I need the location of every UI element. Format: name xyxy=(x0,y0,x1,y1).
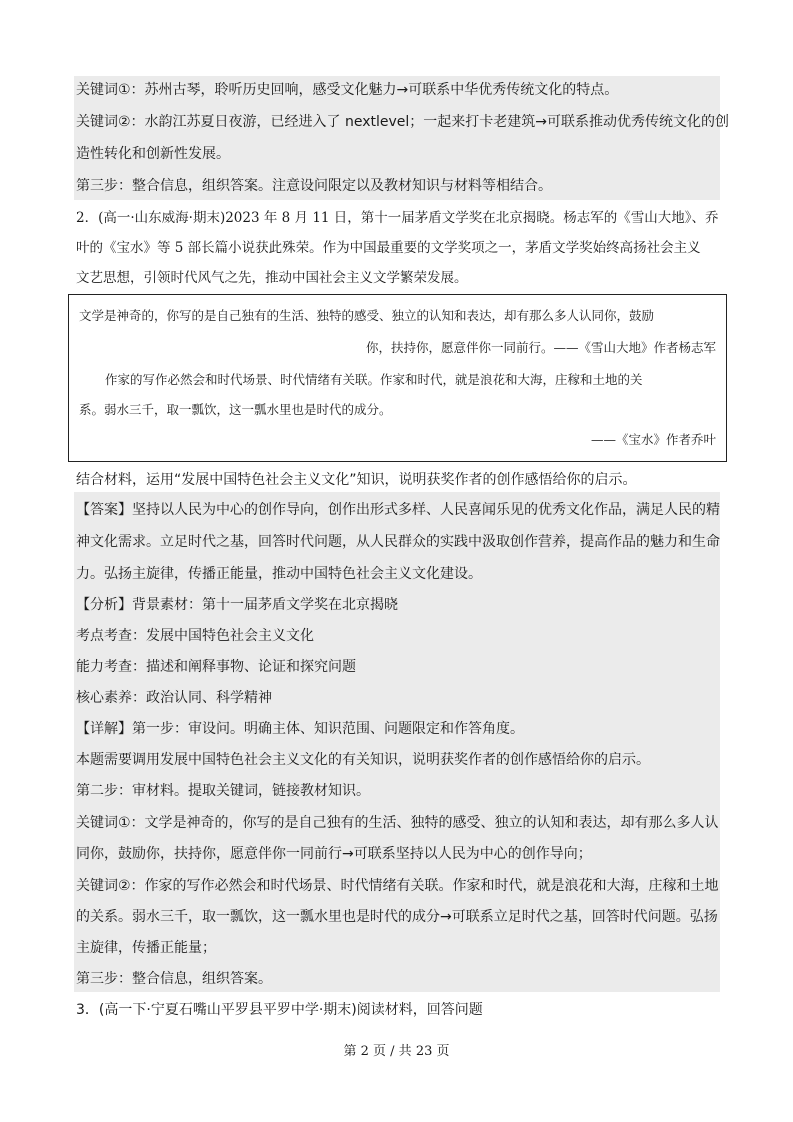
ability-text: 能力考查：描述和阐释事物、论证和探究问题 xyxy=(76,659,356,675)
quote-2-line1: 作家的写作必然会和时代场景、时代情绪有关联。作家和时代，就是浪花和大海，庄稼和土地的关 xyxy=(105,372,643,387)
keyword-2-text-line2: 造性转化和创新性发展。 xyxy=(76,146,230,162)
question-2-intro-line1: 2．(高一·山东威海·期末)2023 年 8 月 11 日，第十一届茅盾文学奖在北京揭晓。杨志军的《雪山大地》、乔 xyxy=(76,210,719,226)
kaodian-text: 考点考查：发展中国特色社会主义文化 xyxy=(76,628,314,644)
keyword-1-text: 关键词①：苏州古琴，聆听历史回响，感受文化魅力→可联系中华优秀传统文化的特点。 xyxy=(76,82,619,98)
detail-step2: 第二步：审材料。提取关键词，链接教材知识。 xyxy=(76,783,370,799)
answer-line2: 神文化需求。立足时代之基，回答时代问题，从人民群众的实践中汲取创作营养，提高作品的魅力和生命 xyxy=(76,534,720,550)
question-2-intro-line3: 文艺思想，引领时代风气之先，推动中国社会主义文学繁荣发展。 xyxy=(76,270,468,286)
page-footer: 第 2 页 / 共 23 页 xyxy=(343,1044,450,1059)
detail-keyword2-line1: 关键词②：作家的写作必然会和时代场景、时代情绪有关联。作家和时代，就是浪花和大海，庄稼和土地 xyxy=(76,878,719,894)
detail-keyword1-line1: 关键词①：文学是神奇的，你写的是自己独有的生活、独特的感受、独立的认知和表达，却有那么多人认 xyxy=(76,815,719,831)
keyword-2-text-line1: 关键词②：水韵江苏夏日夜游，已经进入了 nextlevel；一起来打卡老建筑→可联系推动优秀传统文化的创 xyxy=(76,114,730,130)
answer-line3: 力。弘扬主旋律，传播正能量，推动中国特色社会主义文化建设。 xyxy=(76,566,482,582)
material-quote-box xyxy=(68,294,727,462)
question-3-intro: 3．(高一下·宁夏石嘴山平罗县平罗中学·期末)阅读材料，回答问题 xyxy=(76,1002,483,1018)
quote-2-line2: 系。弱水三千，取一瓢饮，这一瓢水里也是时代的成分。 xyxy=(79,402,392,417)
step-3-text: 第三步：整合信息，组织答案。注意设问限定以及教材知识与材料等相结合。 xyxy=(76,178,552,194)
detail-keyword2-line2: 的关系。弱水三千，取一瓢饮，这一瓢水里也是时代的成分→可联系立足时代之基，回答时代问题。弘扬 xyxy=(76,909,718,925)
quote-2-attribution: ——《宝水》作者乔叶 xyxy=(590,432,716,447)
quote-1-line1: 文学是神奇的，你写的是自己独有的生活、独特的感受、独立的认知和表达，却有那么多人认同你，鼓励 xyxy=(79,308,655,323)
question-2-intro-line2: 叶的《宝水》等 5 部长篇小说获此殊荣。作为中国最重要的文学奖项之一，茅盾文学奖始终高扬社会主义 xyxy=(76,240,701,256)
quote-1-line2: 你，扶持你，愿意伴你一同前行。——《雪山大地》作者杨志军 xyxy=(365,340,716,355)
detail-keyword1-line2: 同你，鼓励你，扶持你，愿意伴你一同前行→可联系坚持以人民为中心的创作导向； xyxy=(76,846,592,862)
question-2-prompt: 结合材料，运用“发展中国特色社会主义文化”知识，说明获奖作者的创作感悟给你的启示。 xyxy=(76,472,637,488)
analysis-text: 【分析】背景素材：第十一届茅盾文学奖在北京揭晓 xyxy=(76,597,398,613)
detail-step3: 第三步：整合信息，组织答案。 xyxy=(76,971,272,987)
detail-step1-explain: 本题需要调用发展中国特色社会主义文化的有关知识，说明获奖作者的创作感悟给你的启示。 xyxy=(76,752,650,768)
detail-step1: 【详解】第一步：审设问。明确主体、知识范围、问题限定和作答角度。 xyxy=(76,721,524,737)
literacy-text: 核心素养：政治认同、科学精神 xyxy=(76,690,272,706)
detail-keyword2-line3: 主旋律，传播正能量； xyxy=(76,940,216,956)
answer-line1: 【答案】坚持以人民为中心的创作导向，创作出形式多样、人民喜闻乐见的优秀文化作品，满足人民的精 xyxy=(76,502,720,518)
